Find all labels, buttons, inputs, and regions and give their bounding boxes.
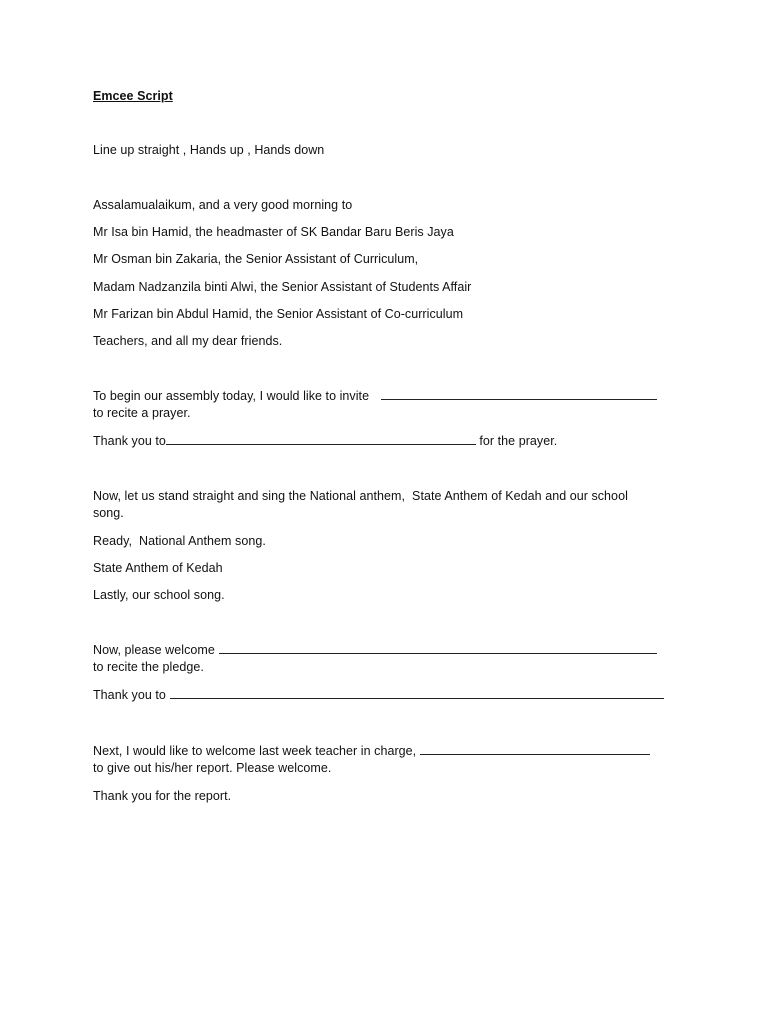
- prayer-invite-line: [93, 388, 657, 405]
- report-welcome-text: Next, I would like to welcome last week teacher in charge,: [93, 744, 417, 758]
- prayer-thanks-line: [93, 433, 557, 450]
- report-teacher-blank: [420, 743, 650, 755]
- pledge-thanks-text: Thank you to: [93, 688, 166, 702]
- greeting-friends: Teachers, and all my dear friends.: [93, 334, 283, 348]
- opening-command: Line up straight , Hands up , Hands down: [93, 143, 325, 157]
- report-thanks: Thank you for the report.: [93, 789, 232, 803]
- anthem-intro-cont: song.: [93, 506, 124, 520]
- prayer-name-blank: [381, 388, 657, 400]
- anthem-intro: Now, let us stand straight and sing the National anthem, State Anthem of Kedah and our school: [93, 489, 628, 503]
- greeting-students-affair: Madam Nadzanzila binti Alwi, the Senior Assistant of Students Affair: [93, 280, 472, 294]
- anthem-school-song: Lastly, our school song.: [93, 588, 225, 602]
- report-give-out: to give out his/her report. Please welcome.: [93, 761, 332, 775]
- greeting-co-curriculum: Mr Farizan bin Abdul Hamid, the Senior Assistant of Co-curriculum: [93, 307, 464, 321]
- prayer-thanks-prefix: Thank you to: [93, 434, 166, 448]
- document-title: Emcee Script: [93, 89, 173, 103]
- greeting-curriculum: Mr Osman bin Zakaria, the Senior Assistant of Curriculum,: [93, 252, 419, 266]
- pledge-thanks-line: [93, 687, 664, 704]
- greeting-headmaster: Mr Isa bin Hamid, the headmaster of SK Bandar Baru Beris Jaya: [93, 225, 454, 239]
- anthem-ready: Ready, National Anthem song.: [93, 534, 266, 548]
- pledge-recite: to recite the pledge.: [93, 660, 204, 674]
- pledge-name-blank: [219, 642, 657, 654]
- pledge-thanks-blank: [170, 687, 664, 699]
- prayer-thanks-suffix: for the prayer.: [475, 434, 558, 448]
- pledge-welcome-text: Now, please welcome: [93, 643, 215, 657]
- anthem-state: State Anthem of Kedah: [93, 561, 223, 575]
- pledge-welcome-line: [93, 642, 657, 659]
- report-welcome-line: [93, 743, 650, 760]
- prayer-invite-text: To begin our assembly today, I would like to invite: [93, 389, 370, 403]
- greeting-intro: Assalamualaikum, and a very good morning to: [93, 198, 353, 212]
- prayer-thanks-blank: [166, 433, 476, 445]
- prayer-recite: to recite a prayer.: [93, 406, 191, 420]
